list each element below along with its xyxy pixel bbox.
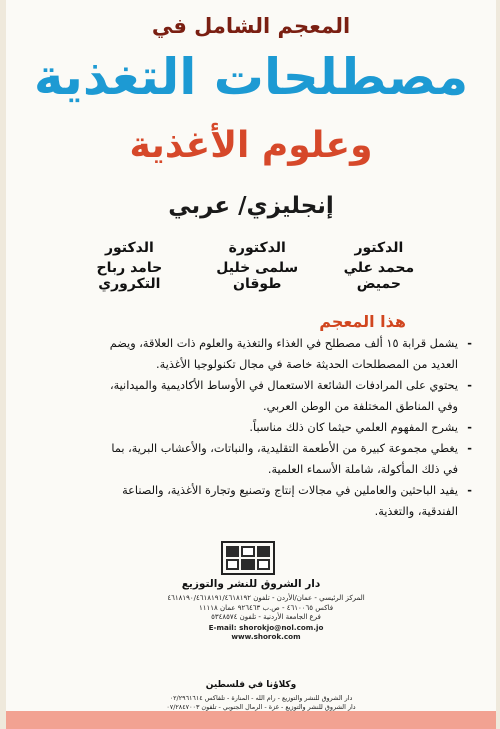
agency-line: دار الشروق للنشر والتوزيع - رام الله - المنارة - تلفاكس ٠٢/٢٩٦١٦١٤ <box>169 694 353 702</box>
author-name: سلمى خليل طوقان <box>216 260 299 292</box>
author-title: الدكتور <box>354 240 404 256</box>
publisher-name: دار الشروق للنشر والتوزيع <box>181 578 321 590</box>
address-line: فرع الجامعة الأردنية - تلفون ٥٣٤٨٥٧٤ <box>211 613 321 621</box>
author-title: الدكتورة <box>228 240 286 256</box>
supra-title: المعجم الشامل في <box>151 14 351 38</box>
languages-label: إنجليزي/ عربي <box>168 193 334 219</box>
list-item: - يفيد الباحثين والعاملين في مجالات إنتاج وتصنيع وتجارة الأغذية، والصناعة الفندقية، والتغذية. <box>98 480 472 522</box>
list-item: - يشرح المفهوم العلمي حيثما كان ذلك مناسباً. <box>98 417 472 438</box>
publisher-logo-icon <box>221 541 275 575</box>
list-item: - يشمل قرابة ١٥ ألف مصطلح في الغذاء والتغذية والعلوم ذات العلاقة، ويضم العديد من المصطلحات الحديثة خاصة في مجال تكنولوجيا الأغذية. <box>98 333 472 375</box>
main-title-line2: وعلوم الأغذية <box>129 125 373 166</box>
bottom-color-band <box>6 711 496 729</box>
website-text: www.shorok.com <box>231 632 301 641</box>
author-3 <box>322 240 436 292</box>
address-line: المركز الرئيسي - عمان/الأردن - تلفون ٤٦١٨١٩٠/٤٦١٨١٩١/٤٦١٨١٩٢ <box>167 594 365 602</box>
about-heading: هذا المعجم <box>319 312 406 331</box>
main-title-line1: مصطلحات التغذية <box>33 48 469 106</box>
author-2 <box>193 240 322 292</box>
email-text: E-mail: shorokjo@nol.com.jo <box>208 622 324 632</box>
list-item: - يغطي مجموعة كبيرة من الأطعمة التقليدية، والنباتات، والأعشاب البرية، بما في ذلك المأكولة، شاملة الأسماء العلمية. <box>98 438 472 480</box>
agency-info <box>136 694 386 711</box>
list-item: - يحتوي على المرادفات الشائعة الاستعمال في الأوساط الأكاديمية والميدانية، وفي المناطق المختلفة من الوطن العربي. <box>98 375 472 417</box>
address-line: فاكس ٤٦١٠٠٦٥ - ص.ب ٩٢٦٤٦٣ عمان ١١١١٨ <box>198 603 334 612</box>
agency-line: دار الشروق للنشر والتوزيع - غزة - الرمال الجنوبي - تلفون ٠٧/٢٨٤٧٠٠٣ <box>166 702 356 711</box>
agency-title: وكلاؤنا في فلسطين <box>205 680 297 690</box>
author-title: الدكتور <box>104 240 154 256</box>
author-1 <box>66 240 193 292</box>
authors-list <box>66 240 436 292</box>
author-name: محمد علي حميض <box>343 260 415 292</box>
author-name: حامد رباح التكروري <box>96 260 163 292</box>
about-list <box>98 333 472 522</box>
publisher-contact <box>156 594 376 642</box>
